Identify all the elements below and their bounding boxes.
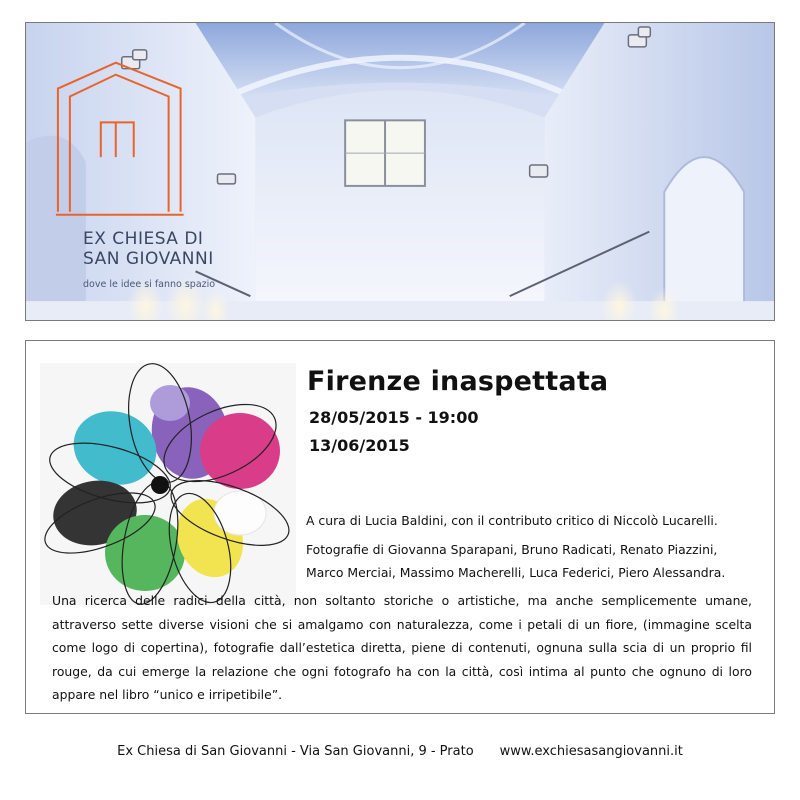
photographers-text-line1: Fotografie di Giovanna Sparapani, Bruno Radicati, Renato Piazzini,: [306, 542, 718, 557]
event-title: Firenze inaspettata: [307, 366, 609, 397]
event-date-opening: 28/05/2015 - 19:00: [309, 408, 479, 427]
photographers-text-line2: Marco Merciai, Massimo Macherelli, Luca Federici, Piero Alessandra.: [306, 565, 726, 580]
venue-logo-tagline: dove le idee si fanno spazio: [83, 279, 216, 290]
curator-text: A cura di Lucia Baldini, con il contributo critico di Niccolò Lucarelli.: [306, 513, 718, 528]
footer-website-link[interactable]: www.exchiesasangiovanni.it: [499, 744, 683, 759]
footer-address: Ex Chiesa di San Giovanni - Via San Giovanni, 9 - Prato: [117, 744, 474, 759]
church-interior-photo: [26, 23, 774, 320]
event-card: [25, 340, 775, 714]
flower-logo-image: [40, 363, 296, 605]
event-date-closing: 13/06/2015: [309, 436, 410, 455]
venue-logo-line2: SAN GIOVANNI: [83, 249, 214, 269]
venue-photo-banner: [25, 22, 775, 321]
event-description: Una ricerca delle radici della città, non soltanto storiche o artistiche, ma anche semplicemente umane, attraverso sette diverse visioni che si amalgamo con naturalezza, come i petali di un fiore, (immagine scelta come logo di copertina), fotografie dall’estetica diretta, piene di contenuti, ognuna sulla scia di un proprio fil rouge, da cui emerge la relazione che ogni fotografo ha con la città, così intima al punto che ognuno di loro appare nel libro “unico e irripetibile”.: [52, 593, 752, 702]
footer: [0, 744, 800, 759]
venue-logo-line1: EX CHIESA DI: [83, 229, 204, 249]
